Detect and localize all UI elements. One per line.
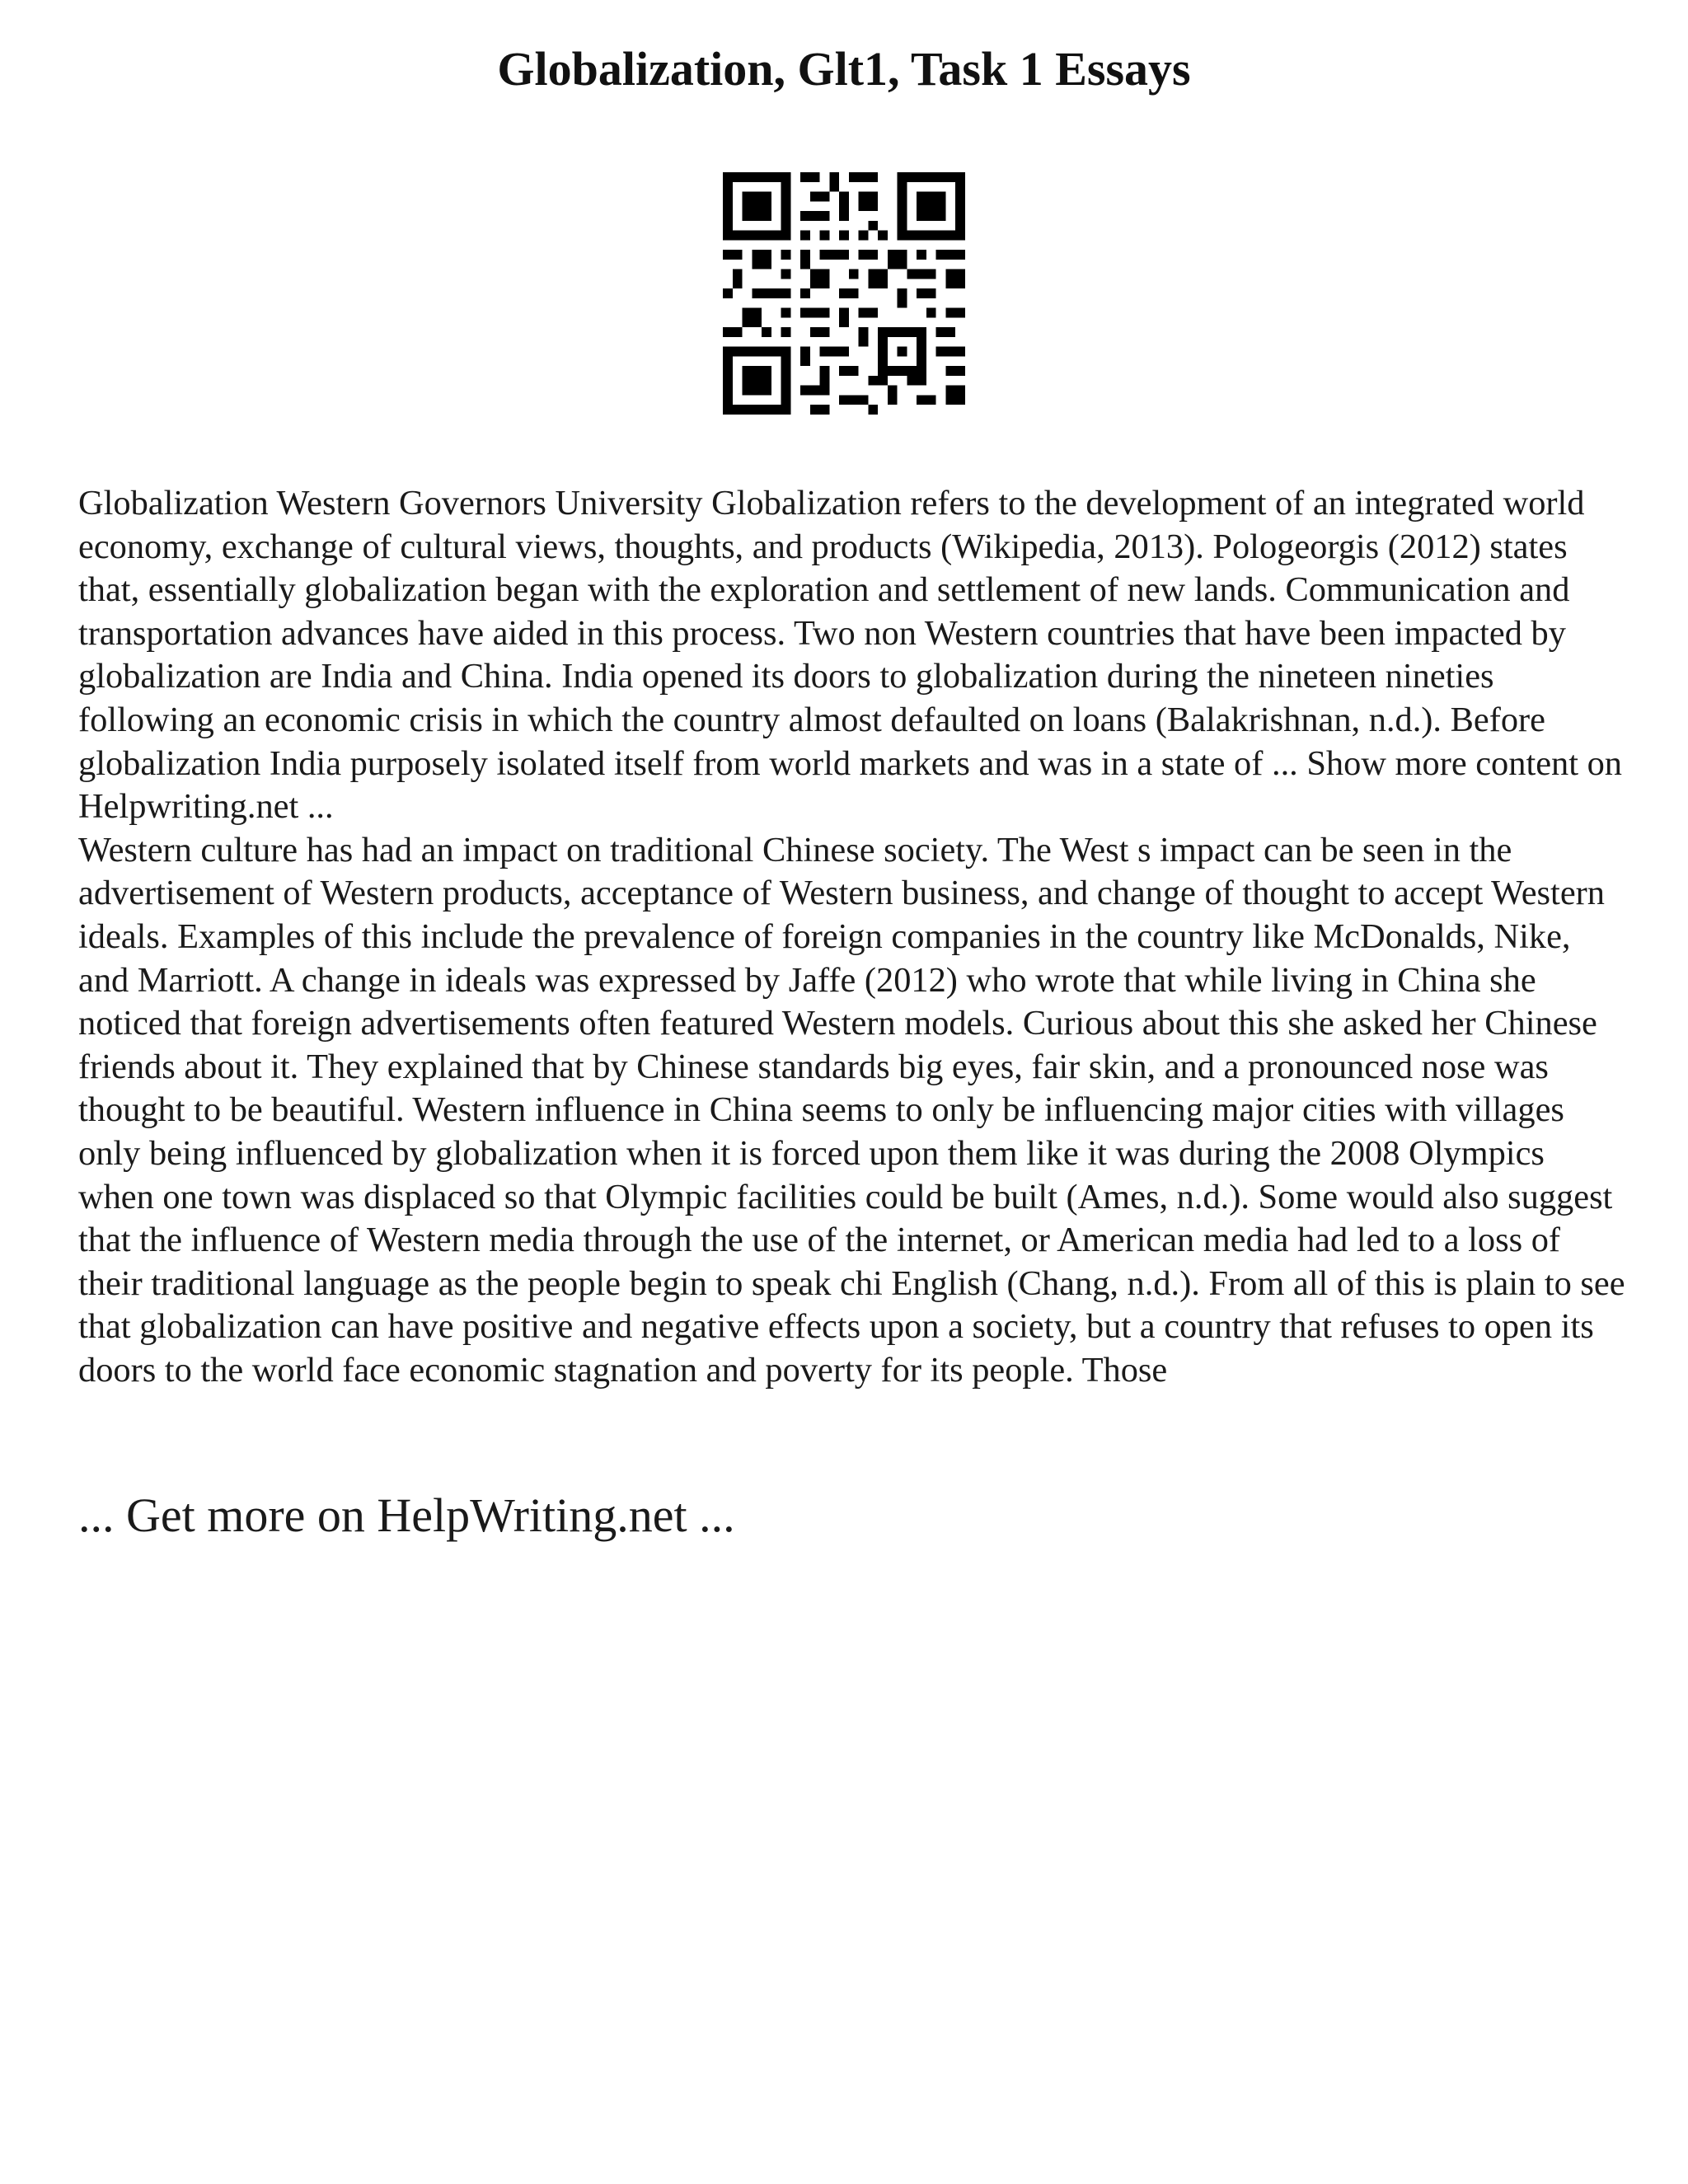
qr-code-icon[interactable] (723, 172, 965, 415)
get-more-link[interactable]: ... Get more on HelpWriting.net ... (78, 1488, 735, 1542)
document-title: Globalization, Glt1, Task 1 Essays (497, 42, 1191, 96)
essay-body (78, 482, 1628, 1392)
paragraph-1: Globalization Western Governors University Globalization refers to the development of an integrated world economy, exchange of cultural views, thoughts, and products (Wikipedia, 2013). Pologeorgis (2012) states that, essentially globalization began with the exploration and settlement of new lands. Communication and transportation advances have aided in this process. Two non Western countries that have been impacted by globalization are India and China. India opened its doors to globalization during the nineteen nineties following an economic crisis in which the country almost defaulted on loans (Balakrishnan, n.d.). Before globalization India purposely isolated itself from world markets and was in a state of ... Show more content on Helpwriting.net ... (78, 484, 1622, 827)
paragraph-2: Western culture has had an impact on traditional Chinese society. The West s impact can be seen in the advertisement of Western products, acceptance of Western business, and change of thought to accept Western ideals. Examples of this include the prevalence of foreign companies in the country like McDonalds, Nike, and Marriott. A change in ideals was expressed by Jaffe (2012) who wrote that while living in China she noticed that foreign advertisements often featured Western models. Curious about this she asked her Chinese friends about it. They explained that by Chinese standards big eyes, fair skin, and a pronounced nose was thought to be beautiful. Western influence in China seems to only be influencing major cities with villages only being influenced by globalization when it is forced upon them like it was during the 2008 Olympics when one town was displaced so that Olympic facilities could be built (Ames, n.d.). Some would also suggest that the influence of Western media through the use of the internet, or American media had led to a loss of their traditional language as the people begin to speak chi English (Chang, n.d.). From all of this is plain to see that globalization can have positive and negative effects upon a society, but a country that refuses to open its doors to the world face economic stagnation and poverty for its people. Those (78, 830, 1625, 1390)
qr-code-graphic (723, 172, 965, 415)
